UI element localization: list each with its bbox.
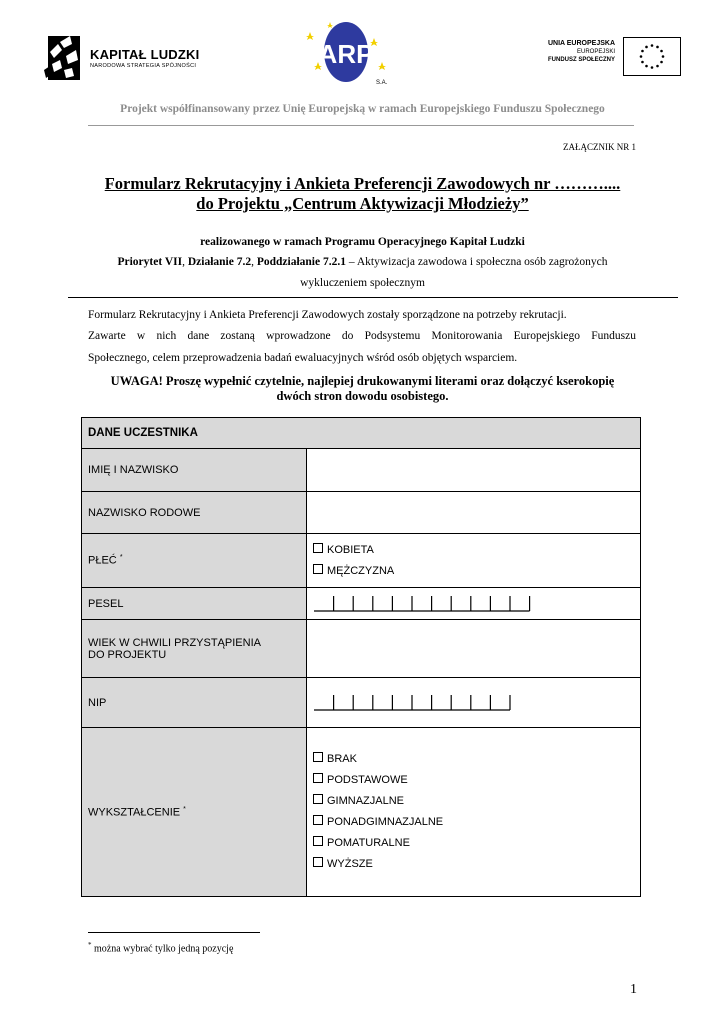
age-field[interactable] xyxy=(307,620,641,678)
maiden-name-field[interactable] xyxy=(307,492,641,534)
education-option-label: POMATURALNE xyxy=(327,837,410,849)
intro-paragraph-3: Społecznego, celem przeprowadzenia badań ewaluacyjnych wśród osób objętych wsparciem. xyxy=(88,352,518,364)
arp-logo-text: ARP xyxy=(318,39,374,69)
eu-star xyxy=(641,50,644,53)
footnote-mark: * xyxy=(88,941,92,949)
ue-line2: EUROPEJSKI xyxy=(576,49,615,55)
eu-star xyxy=(660,50,663,53)
education-footnote-mark: * xyxy=(183,805,186,813)
maiden-name-label: NAZWISKO RODOWE xyxy=(82,492,307,534)
sex-label-cell xyxy=(82,534,307,588)
education-option-label: PONADGIMNAZJALNE xyxy=(327,816,444,828)
age-label-cell xyxy=(82,620,307,678)
sex-option-label: MĘŻCZYZNA xyxy=(327,564,395,577)
eu-star xyxy=(640,55,643,58)
arp-sa-text: S.A. xyxy=(376,80,388,86)
nip-field[interactable] xyxy=(307,678,641,728)
kapital-ludzki-subtitle: NARODOWA STRATEGIA SPÓJNOŚCI xyxy=(90,63,197,69)
eu-star xyxy=(656,65,659,68)
pesel-digit-boxes[interactable] xyxy=(313,595,543,613)
table-row xyxy=(82,492,641,534)
education-option-label: BRAK xyxy=(327,753,357,765)
sex-option-female[interactable] xyxy=(313,540,634,561)
checkbox-icon[interactable] xyxy=(313,752,323,762)
document-title-line1: Formularz Rekrutacyjny i Ankieta Preferencji Zawodowych nr ……….... xyxy=(104,174,621,193)
intro-paragraph-2: Zawarte w nich dane zostaną wprowadzone do Podsystemu Monitorowania Europejskiego Funduszu xyxy=(88,330,636,342)
nip-label: NIP xyxy=(82,678,307,728)
pesel-field[interactable] xyxy=(307,588,641,620)
name-field[interactable] xyxy=(307,449,641,492)
table-header-row xyxy=(82,418,641,449)
checkbox-icon[interactable] xyxy=(313,815,323,825)
education-option[interactable] xyxy=(313,749,634,770)
checkbox-icon[interactable] xyxy=(313,836,323,846)
footnote-text: można wybrać tylko jedną pozycję xyxy=(91,943,234,955)
education-option[interactable] xyxy=(313,812,634,833)
ue-line3: FUNDUSZ SPOŁECZNY xyxy=(547,57,615,63)
priority-bold-3: Poddziałanie 7.2.1 xyxy=(256,256,346,268)
table-row xyxy=(82,588,641,620)
sex-option-male[interactable] xyxy=(313,561,634,582)
ue-line1: UNIA EUROPEJSKA xyxy=(547,40,615,47)
sex-option-label: KOBIETA xyxy=(327,543,374,556)
ue-text-block xyxy=(520,40,615,64)
footnote-divider xyxy=(88,932,260,933)
education-label: WYKSZTAŁCENIE xyxy=(88,806,181,819)
eu-star xyxy=(645,46,648,49)
checkbox-icon[interactable] xyxy=(313,794,323,804)
priority-line-2: wykluczeniem społecznym xyxy=(300,277,425,289)
sex-footnote-mark: * xyxy=(119,554,123,562)
pesel-label: PESEL xyxy=(82,588,307,620)
age-label-line2: DO PROJEKTU xyxy=(88,648,167,661)
program-line: realizowanego w ramach Programu Operacyjnego Kapitał Ludzki xyxy=(200,236,525,248)
priority-sep-2: , xyxy=(251,256,257,268)
education-options xyxy=(307,728,641,897)
warning-line-1: UWAGA! Proszę wypełnić czytelnie, najlepiej drukowanymi literami oraz dołączyć kserokopię xyxy=(110,374,615,388)
header-divider xyxy=(88,125,634,126)
document-title-line2: do Projektu „Centrum Aktywizacji Młodzieży” xyxy=(196,194,529,213)
eu-star xyxy=(645,65,648,68)
table-row xyxy=(82,620,641,678)
eu-flag-icon xyxy=(623,37,681,76)
cofinanced-note: Projekt współfinansowany przez Unię Europejską w ramach Europejskiego Funduszu Społecznego xyxy=(120,103,605,115)
education-option-label: GIMNAZJALNE xyxy=(327,795,405,807)
education-option-label: PODSTAWOWE xyxy=(327,774,408,786)
annex-label: ZAŁĄCZNIK NR 1 xyxy=(563,142,636,152)
eu-star xyxy=(641,61,644,64)
intro-paragraph-1: Formularz Rekrutacyjny i Ankieta Preferencji Zawodowych zostały sporządzone na potrzeby rekrutacji. xyxy=(88,309,567,321)
warning-line-2: dwóch stron dowodu osobistego. xyxy=(276,389,449,403)
table-header: DANE UCZESTNIKA xyxy=(82,418,641,449)
education-option[interactable] xyxy=(313,791,634,812)
eu-star xyxy=(651,66,654,69)
participant-data-table xyxy=(81,417,641,897)
education-option[interactable] xyxy=(313,833,634,854)
page-number: 1 xyxy=(630,982,637,997)
education-label-cell xyxy=(82,728,307,897)
eu-star xyxy=(656,46,659,49)
checkbox-icon[interactable] xyxy=(313,857,323,867)
sex-label: PŁEĆ xyxy=(88,554,117,567)
priority-bold-1: Priorytet VII xyxy=(117,256,183,268)
eu-star xyxy=(662,55,665,58)
table-row xyxy=(82,449,641,492)
priority-line xyxy=(0,256,725,268)
priority-rest: – Aktywizacja zawodowa i społeczna osób zagrożonych xyxy=(345,256,608,268)
section-divider xyxy=(68,297,678,298)
eu-star xyxy=(660,61,663,64)
eu-star xyxy=(651,44,654,47)
education-option[interactable] xyxy=(313,854,634,875)
kapital-ludzki-title: KAPITAŁ LUDZKI xyxy=(90,47,200,62)
sex-options xyxy=(307,534,641,588)
education-option-label: WYŻSZE xyxy=(327,858,373,870)
checkbox-icon[interactable] xyxy=(313,543,323,553)
table-row xyxy=(82,534,641,588)
footnote xyxy=(88,941,233,954)
name-label: IMIĘ I NAZWISKO xyxy=(82,449,307,492)
checkbox-icon[interactable] xyxy=(313,773,323,783)
table-row xyxy=(82,728,641,897)
priority-sep-1: , xyxy=(182,256,188,268)
priority-bold-2: Działanie 7.2 xyxy=(187,256,252,268)
education-option[interactable] xyxy=(313,770,634,791)
age-label-line1: WIEK W CHWILI PRZYSTĄPIENIA xyxy=(88,636,261,649)
arp-logo-icon xyxy=(300,18,392,88)
nip-digit-boxes[interactable] xyxy=(313,694,523,712)
checkbox-icon[interactable] xyxy=(313,564,323,574)
table-row xyxy=(82,678,641,728)
